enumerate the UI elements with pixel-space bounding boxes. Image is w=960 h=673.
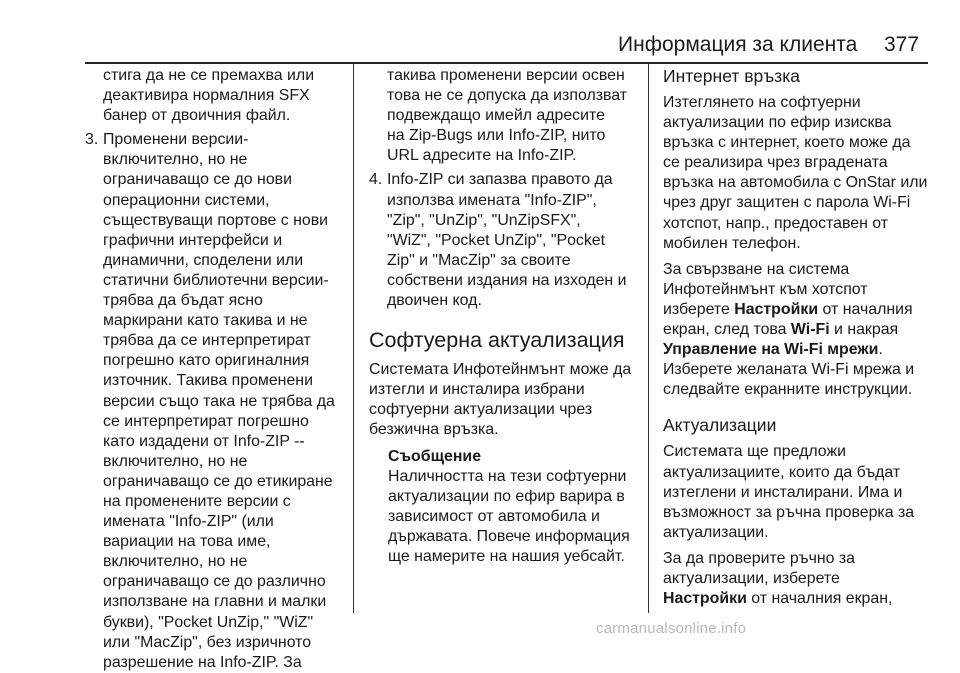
text-line: включително, но не xyxy=(103,151,248,169)
text-line: версии също така не трябва да xyxy=(103,392,335,410)
text-line xyxy=(663,589,935,609)
text-line: подвеждащо имейл адресите xyxy=(387,107,605,125)
watermark: carmanualsonline.info xyxy=(596,620,747,637)
list-item-number: 4. xyxy=(369,171,383,189)
menu-label-settings: Настройки xyxy=(734,300,819,318)
text-line: деактивира нормалния SFX xyxy=(103,87,310,105)
list-item-number: 3. xyxy=(85,131,99,149)
text-line: актуализации по ефир изисква xyxy=(663,114,892,132)
text-line: графични интерфейси и xyxy=(103,231,283,249)
text-line: хотспот, напр., предоставен от xyxy=(663,214,889,232)
text-line: маркирани като такива и не xyxy=(103,312,308,330)
list-item-3 xyxy=(85,130,347,673)
paragraph xyxy=(663,260,935,401)
text-run: и накрая xyxy=(829,321,899,339)
paragraph-continued xyxy=(85,64,347,126)
text-line: държавата. Повече информация xyxy=(388,527,630,545)
text-line: банер от двоичния файл. xyxy=(103,107,291,125)
text-line: Променени версии- xyxy=(103,131,249,149)
text-line: следвайте екранните инструкции. xyxy=(663,381,913,399)
text-line: "WiZ", "Pocket UnZip", "Pocket xyxy=(387,231,606,249)
text-line: URL адресите на Info-ZIP. xyxy=(387,147,577,165)
text-line: трябва да се интерпретират xyxy=(103,332,311,350)
text-line: Info-ZIP си запазва правото да xyxy=(387,171,613,189)
text-line: двоичен код. xyxy=(387,292,482,310)
text-line: ще намерите на нашия уебсайт. xyxy=(388,547,625,565)
text-line: вариации на това име, xyxy=(103,533,271,551)
page-header-title: Информация за клиента xyxy=(618,33,858,56)
text-run: екран, след това xyxy=(663,321,791,339)
text-line: букви), "Pocket UnZip," "WiZ" xyxy=(103,613,314,631)
text-line: Изберете желаната Wi-Fi мрежа и xyxy=(663,361,915,379)
text-line: използване на главни и малки xyxy=(103,593,327,611)
text-line: софтуерни актуализации чрез xyxy=(369,401,593,419)
text-line: динамични, споделени или xyxy=(103,251,304,269)
text-line: За да проверите ръчно за xyxy=(663,549,856,567)
paragraph xyxy=(663,549,935,609)
list-item-4 xyxy=(369,170,639,311)
text-line: ограничаващо се до различно xyxy=(103,573,326,591)
note-block xyxy=(369,447,639,568)
text-line: възможност за ръчна проверка за xyxy=(663,503,915,521)
text-line: изтегли и инсталира избрани xyxy=(369,381,585,399)
section-paragraph xyxy=(369,360,639,440)
text-line: Изтеглянето на софтуерни xyxy=(663,94,861,111)
text-line: актуализации по ефир варира в xyxy=(388,487,625,505)
column-divider-2 xyxy=(648,64,649,613)
text-line: разрешение на Info-ZIP. За xyxy=(103,653,302,671)
menu-label-settings: Настройки xyxy=(663,590,747,608)
text-line: ограничаващо се до нови xyxy=(103,171,292,189)
subsection-heading: Актуализации xyxy=(663,415,777,436)
text-line: връзка на автомобила с OnStar или xyxy=(663,174,928,192)
text-run: от началния xyxy=(818,300,913,318)
text-line: използва имената "Info-ZIP", xyxy=(387,191,597,209)
column-3 xyxy=(663,64,935,609)
text-run: от началния екран, xyxy=(746,590,893,608)
page-number: 377 xyxy=(884,33,920,56)
text-line: собствени издания на изходен и xyxy=(387,271,627,289)
text-line: като издадени от Info-ZIP -- xyxy=(103,432,305,450)
text-line: връзка с интернет, което може да xyxy=(663,134,911,152)
text-line: на Zip-Bugs или Info-ZIP, нито xyxy=(387,127,606,145)
text-line xyxy=(663,320,935,340)
text-line: "Zip", "UnZip", "UnZipSFX", xyxy=(387,211,581,229)
text-line: съществуващи портове с нови xyxy=(103,211,329,229)
text-line xyxy=(663,340,935,360)
text-line: имената "Info-ZIP" (или xyxy=(103,513,274,531)
paragraph xyxy=(663,93,935,254)
column-2 xyxy=(369,64,639,567)
paragraph-continued xyxy=(369,64,639,166)
text-line: стига да не се премахва или xyxy=(103,67,315,84)
note-title: Съобщение xyxy=(388,447,482,465)
text-line: на променените версии с xyxy=(103,492,291,510)
text-line: ограничаващо се до етикиране xyxy=(103,472,333,490)
column-1 xyxy=(85,64,347,673)
text-line: се интерпретират погрешно xyxy=(103,412,309,430)
text-line: такива променени версии освен xyxy=(387,67,625,84)
text-line: включително, но не xyxy=(103,452,248,470)
text-line: включително, но не xyxy=(103,553,248,571)
text-line: За свързване на система xyxy=(663,260,850,278)
text-line xyxy=(663,300,935,320)
text-line: актуализациите, които да бъдат xyxy=(663,463,901,481)
text-line: източник. Такива променени xyxy=(103,372,313,390)
column-divider-1 xyxy=(353,64,354,613)
text-line: актуализации, изберете xyxy=(663,569,840,587)
text-line: актуализации. xyxy=(663,523,769,541)
menu-label-wifi: Wi-Fi xyxy=(790,321,830,339)
text-line: безжична връзка. xyxy=(369,421,499,439)
menu-label-manage-wifi: Управление на Wi-Fi мрежи xyxy=(663,341,879,359)
section-heading: Софтуерна актуализация xyxy=(369,328,625,353)
text-line: Системата ще предложи xyxy=(663,443,846,461)
text-line: статични библиотечни версии- xyxy=(103,271,329,289)
text-line: мобилен телефон. xyxy=(663,234,801,252)
text-line: Инфотейнмънт към хотспот xyxy=(663,280,868,298)
text-line: това не се допуска да използват xyxy=(387,87,628,105)
text-line: Наличността на тези софтуерни xyxy=(388,467,627,485)
text-line: изтеглени и инсталирани. Има и xyxy=(663,483,903,501)
text-line: се реализира чрез вградената xyxy=(663,154,888,172)
text-run: изберете xyxy=(663,300,735,318)
text-line: зависимост от автомобила и xyxy=(388,507,600,525)
subsection-heading: Интернет връзка xyxy=(663,66,800,86)
paragraph xyxy=(663,442,935,542)
text-line: Системата Инфотейнмънт може да xyxy=(369,361,632,379)
text-line: погрешно като оригиналния xyxy=(103,352,310,370)
text-line: трябва да бъдат ясно xyxy=(103,292,263,310)
text-line: операционни системи, xyxy=(103,191,270,209)
text-line: чрез друг защитен с парола Wi-Fi xyxy=(663,194,911,212)
text-line: или "MacZip", без изричното xyxy=(103,633,312,651)
text-line: Zip" и "MacZip" за своите xyxy=(387,251,571,269)
text-run: . xyxy=(878,341,883,359)
